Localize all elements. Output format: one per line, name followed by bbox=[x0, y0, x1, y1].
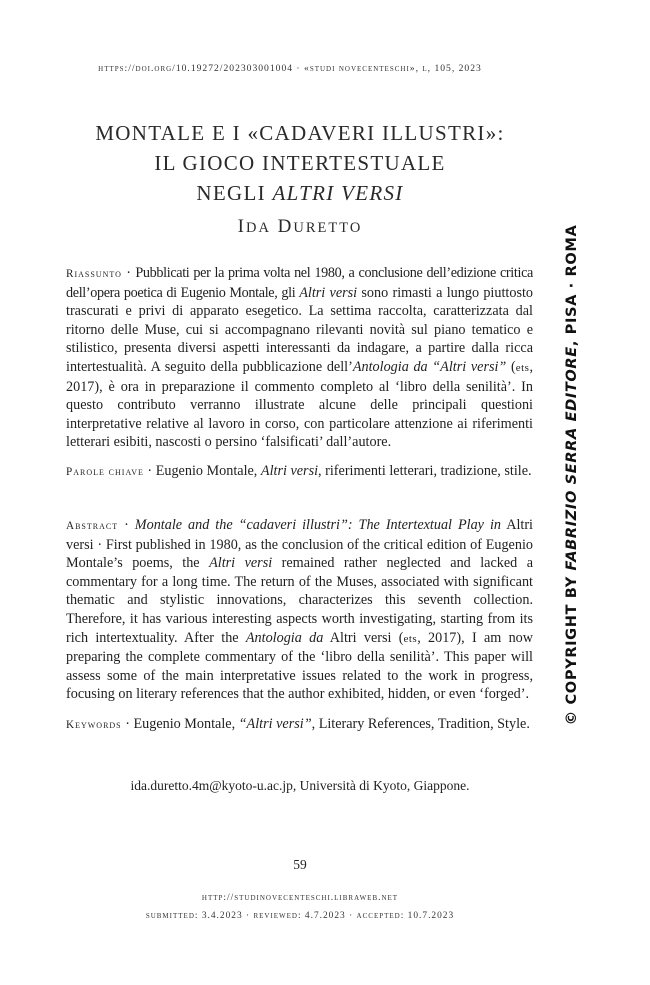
page-number: 59 bbox=[293, 857, 307, 872]
author-last-rest: URETTO bbox=[293, 220, 363, 236]
article-title bbox=[60, 118, 540, 208]
riassunto-text-4: , 2017), è ora in preparazione il commento completo al ‘libro della senilità’. In questo contributo verranno illustrate alcune delle principali questioni interpretative relative al lavoro in corso, con particolare attenzione ai riferimenti letterari esibiti, nascosti o persino ‘falsificati’ dall’autore. bbox=[66, 358, 533, 451]
parole-chiave-italic: Altri versi bbox=[260, 463, 319, 479]
keywords-sep: · bbox=[121, 716, 134, 732]
abstract-text-1: First published in 1980, as the conclusion of the critical edition of Eugenio Montale’s poems, the bbox=[66, 536, 533, 572]
abstract-text-2: remained rather neglected and lacked a commentary for a long time. The return of the Muses, associated with significant thematic and stylistic innovations, characterizes this seventh collection. Therefore, it has various interesting aspects worth investigating, starting from its rich intertextuality. After the bbox=[66, 555, 534, 646]
riassunto-text-1: Pubblicati per la prima volta nel 1980, a conclusione dell’edizione critica dell’opera poetica di Eugenio Montale, gli bbox=[66, 265, 533, 301]
riassunto-italic-1: Altri versi bbox=[299, 284, 358, 301]
copyright-suffix: , PISA · ROMA bbox=[563, 224, 580, 347]
title-line-3 bbox=[60, 178, 540, 208]
keywords-label: Keywords bbox=[66, 719, 122, 731]
title-line-3-prefix: NEGLI bbox=[196, 181, 273, 205]
keywords-text-1: Eugenio Montale, bbox=[133, 716, 239, 732]
abstract-sep-2: · bbox=[93, 536, 106, 553]
author-last-initial: D bbox=[277, 216, 294, 237]
author-first-rest: DA bbox=[245, 220, 271, 236]
parole-chiave-sep: · bbox=[143, 463, 156, 479]
copyright-vertical-notice bbox=[562, 205, 582, 745]
abstract-sep: · bbox=[118, 517, 135, 533]
abstract-title-italic: Montale and the “cadaveri illustri”: The Intertextual Play in bbox=[134, 517, 501, 533]
riassunto-sep: · bbox=[121, 265, 136, 281]
author-name bbox=[60, 216, 540, 238]
abstract-text-3: Altri versi ( bbox=[323, 629, 404, 646]
author-contact: ida.duretto.4m@kyoto-u.ac.jp, Università di Kyoto, Giappone. bbox=[130, 778, 470, 793]
footer-url bbox=[0, 893, 600, 903]
footer-dates-text: submitted: 3.4.2023 · reviewed: 4.7.2023 · accepted: 10.7.2023 bbox=[145, 911, 455, 921]
keywords-text-2: , Literary References, Tradition, Style. bbox=[311, 716, 530, 732]
abstract-text-4: , 2017), I am now preparing the complete commentary of the ‘libro della senilità’. This paper will assess some of the main interpretative issues related to the work in progress, focusing on literary references that the author exhibited, hidden, or even ‘forged’. bbox=[66, 629, 534, 703]
keywords-italic: “Altri versi” bbox=[238, 716, 312, 732]
footer-dates bbox=[0, 911, 600, 921]
riassunto-label: Riassunto bbox=[66, 268, 122, 280]
abstract-italic-2: Antologia da bbox=[245, 629, 324, 646]
parole-chiave-text-1: Eugenio Montale, bbox=[155, 463, 261, 479]
riassunto-text-3: ( bbox=[506, 358, 516, 375]
title-line-2: IL GIOCO INTERTESTUALE bbox=[154, 151, 446, 175]
parole-chiave-text-2: , riferimenti letterari, tradizione, stile. bbox=[318, 463, 532, 479]
footer-url-text: http://studinovecenteschi.libraweb.net bbox=[201, 893, 399, 903]
riassunto-text-2: sono rimasti a lungo piuttosto trascurati e privi di apparato esegetico. La settima raccolta, caratterizzata dal ritorno delle Muse, cui si accompagnano rilevanti novità sul piano tematico e stilistico, presenta diversi aspetti interessanti da indagare, a partire dalla ricca intertestualità. A seguito della pubblicazione dell’ bbox=[66, 284, 533, 375]
parole-chiave-label: Parole chiave bbox=[66, 466, 144, 478]
abstract-label: Abstract bbox=[66, 520, 119, 532]
abstract-ets: ets bbox=[403, 632, 418, 645]
abstract-italic-1: Altri versi bbox=[209, 555, 273, 572]
copyright-italic: FABRIZIO SERRA EDITORE bbox=[563, 346, 580, 571]
riassunto-paragraph bbox=[66, 264, 533, 452]
copyright-prefix: © COPYRIGHT BY bbox=[563, 570, 580, 726]
title-line-3-italic: ALTRI VERSI bbox=[272, 181, 404, 205]
parole-chiave-paragraph bbox=[66, 462, 533, 482]
riassunto-italic-2: Antologia da “Altri versi” bbox=[352, 358, 507, 375]
doi-header-text: https://doi.org/10.19272/202303001004 · «studi novecenteschi», l, 105, 2023 bbox=[98, 63, 482, 74]
doi-header bbox=[0, 63, 580, 74]
title-line-1: MONTALE E I «CADAVERI ILLUSTRI»: bbox=[95, 121, 505, 145]
abstract-paragraph bbox=[66, 516, 533, 704]
riassunto-ets: ets bbox=[515, 361, 530, 374]
author-first-initial: I bbox=[237, 216, 246, 237]
abstract-title-rest: Altri versi bbox=[66, 517, 533, 553]
keywords-paragraph bbox=[66, 715, 533, 735]
